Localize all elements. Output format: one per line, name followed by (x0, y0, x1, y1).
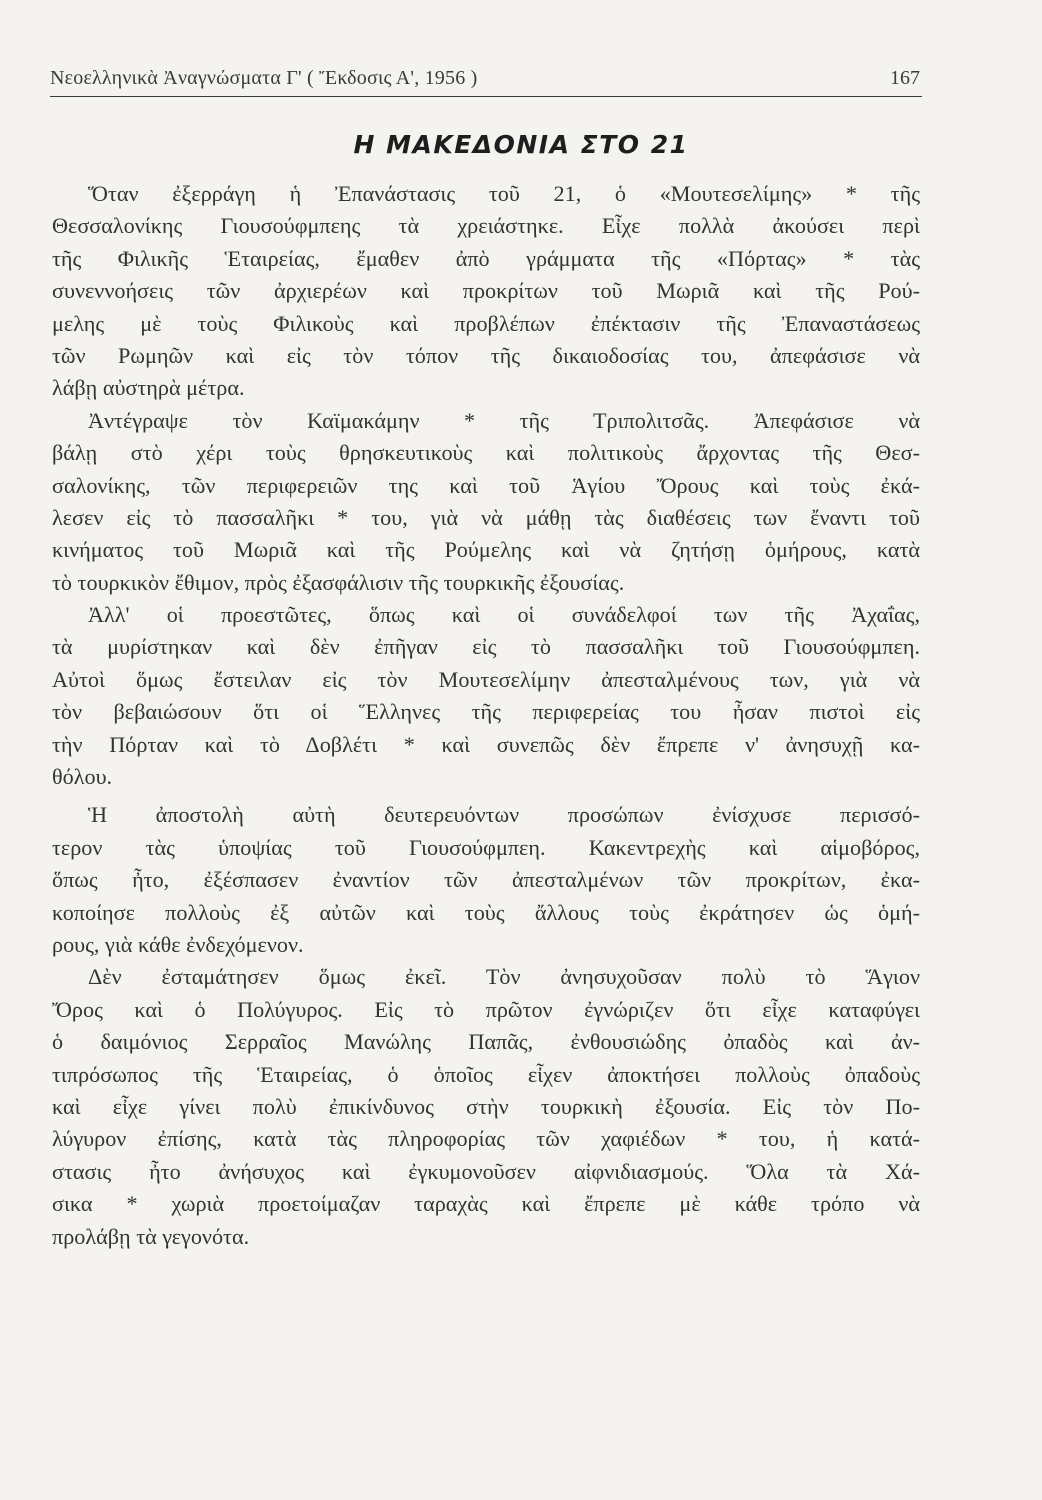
chapter-title: Η ΜΑΚΕΔΟΝΙΑ ΣΤΟ 21 (353, 130, 689, 159)
text-line: Δὲν ἐσταμάτησεν ὅμως ἐκεῖ. Τὸν ἀνησυχοῦσαν πολὺ τὸ Ἅγιον (88, 964, 920, 990)
page-number: 167 (890, 67, 920, 89)
text-line: Αὐτοὶ ὅμως ἔστειλαν εἰς τὸν Μουτεσελίμην ἀπεσταλμένους των, γιὰ νὰ (52, 666, 920, 692)
text-line: λάβῃ αὐστηρὰ μέτρα. (52, 375, 245, 401)
text-line: τερον τὰς ὑποψίας τοῦ Γιουσούφμπεη. Κακεντρεχὴς καὶ αἱμοβόρος, (52, 834, 920, 860)
text-line: κινήματος τοῦ Μωριᾶ καὶ τῆς Ρούμελης καὶ νὰ ζητήσῃ ὁμήρους, κατὰ (52, 537, 920, 563)
text-line: τῶν Ρωμηῶν καὶ εἰς τὸν τόπον τῆς δικαιοδοσίας του, ἀπεφάσισε νὰ (52, 342, 920, 368)
text-line: Θεσσαλονίκης Γιουσούφμπεης τὰ χρειάστηκε. Εἶχε πολλὰ ἀκούσει περὶ (52, 213, 920, 239)
text-line: λεσεν εἰς τὸ πασσαλῆκι * του, γιὰ νὰ μάθῃ τὰς διαθέσεις των ἔναντι τοῦ (52, 504, 920, 530)
header-book-title: Νεοελληνικὰ Ἀναγνώσματα Γ' ( Ἔκδοσις Α', 1956 ) (50, 67, 478, 89)
text-line: προλάβῃ τὰ γεγονότα. (52, 1223, 250, 1249)
paragraph (52, 599, 920, 793)
text-line: Ἀλλ' οἱ προεστῶτες, ὅπως καὶ οἱ συνάδελφοί των τῆς Ἀχαΐας, (88, 602, 920, 628)
body-text (52, 178, 920, 1253)
text-line: κοποίησε πολλοὺς ἐξ αὐτῶν καὶ τοὺς ἄλλους τοὺς ἐκράτησεν ὡς ὁμή- (52, 899, 920, 925)
running-header (50, 62, 922, 97)
text-line: συνεννοήσεις τῶν ἀρχιερέων καὶ προκρίτων τοῦ Μωριᾶ καὶ τῆς Ρού- (52, 278, 920, 304)
text-line: μελης μὲ τοὺς Φιλικοὺς καὶ προβλέπων ἐπέκτασιν τῆς Ἐπαναστάσεως (52, 310, 920, 336)
text-line: τὸ τουρκικὸν ἔθιμον, πρὸς ἐξασφάλισιν τῆς τουρκικῆς ἐξουσίας. (52, 569, 625, 595)
text-line: Ὄρος καὶ ὁ Πολύγυρος. Εἰς τὸ πρῶτον ἐγνώριζεν ὅτι εἶχε καταφύγει (52, 996, 920, 1022)
text-line: ὅπως ἦτο, ἐξέσπασεν ἐναντίον τῶν ἀπεσταλμένων τῶν προκρίτων, ἐκα- (52, 867, 920, 893)
paragraph (52, 405, 920, 599)
text-line: τιπρόσωπος τῆς Ἑταιρείας, ὁ ὁποῖος εἶχεν ἀποκτήσει πολλοὺς ὀπαδοὺς (52, 1061, 920, 1087)
text-line: λύγυρον ἐπίσης, κατὰ τὰς πληροφορίας τῶν χαφιέδων * του, ἡ κατά- (52, 1126, 920, 1152)
text-line: τὸν βεβαιώσουν ὅτι οἱ Ἕλληνες τῆς περιφερείας του ἦσαν πιστοὶ εἰς (52, 699, 920, 725)
text-line: θόλου. (52, 764, 113, 790)
text-line: τῆς Φιλικῆς Ἑταιρείας, ἔμαθεν ἀπὸ γράμματα τῆς «Πόρτας» * τὰς (52, 245, 920, 271)
text-line: σαλονίκης, τῶν περιφερειῶν της καὶ τοῦ Ἁγίου Ὄρους καὶ τοὺς ἐκά- (52, 472, 920, 498)
text-line: ρους, γιὰ κάθε ἐνδεχόμενον. (52, 931, 304, 957)
text-line: Ὅταν ἐξερράγη ἡ Ἐπανάστασις τοῦ 21, ὁ «Μουτεσελίμης» * τῆς (88, 181, 920, 206)
text-line: τὰ μυρίστηκαν καὶ δὲν ἐπῆγαν εἰς τὸ πασσαλῆκι τοῦ Γιουσούφμπεη. (52, 634, 920, 660)
paragraph (52, 178, 920, 405)
text-line: τὴν Πόρταν καὶ τὸ Δοβλέτι * καὶ συνεπῶς δὲν ἔπρεπε ν' ἀνησυχῇ κα- (52, 731, 920, 757)
paragraph (52, 961, 920, 1253)
paragraph (52, 799, 920, 961)
text-line: καὶ εἶχε γίνει πολὺ ἐπικίνδυνος στὴν τουρκικὴ ἐξουσία. Εἰς τὸν Πο- (52, 1093, 920, 1119)
text-line: Ἀντέγραψε τὸν Καϊμακάμην * τῆς Τριπολιτσᾶς. Ἀπεφάσισε νὰ (88, 407, 920, 433)
text-line: βάλῃ στὸ χέρι τοὺς θρησκευτικοὺς καὶ πολιτικοὺς ἄρχοντας τῆς Θεσ- (52, 440, 920, 466)
text-line: ὁ δαιμόνιος Σερραῖος Μανώλης Παπᾶς, ἐνθουσιώδης ὀπαδὸς καὶ ἀν- (52, 1029, 920, 1055)
text-line: Ἡ ἀποστολὴ αὐτὴ δευτερευόντων προσώπων ἐνίσχυσε περισσό- (88, 802, 920, 828)
text-line: στασις ἦτο ἀνήσυχος καὶ ἐγκυμονοῦσεν αἰφνιδιασμούς. Ὅλα τὰ Χά- (52, 1158, 920, 1184)
text-line: σικα * χωριὰ προετοίμαζαν ταραχὰς καὶ ἔπρεπε μὲ κάθε τρόπο νὰ (52, 1191, 920, 1217)
